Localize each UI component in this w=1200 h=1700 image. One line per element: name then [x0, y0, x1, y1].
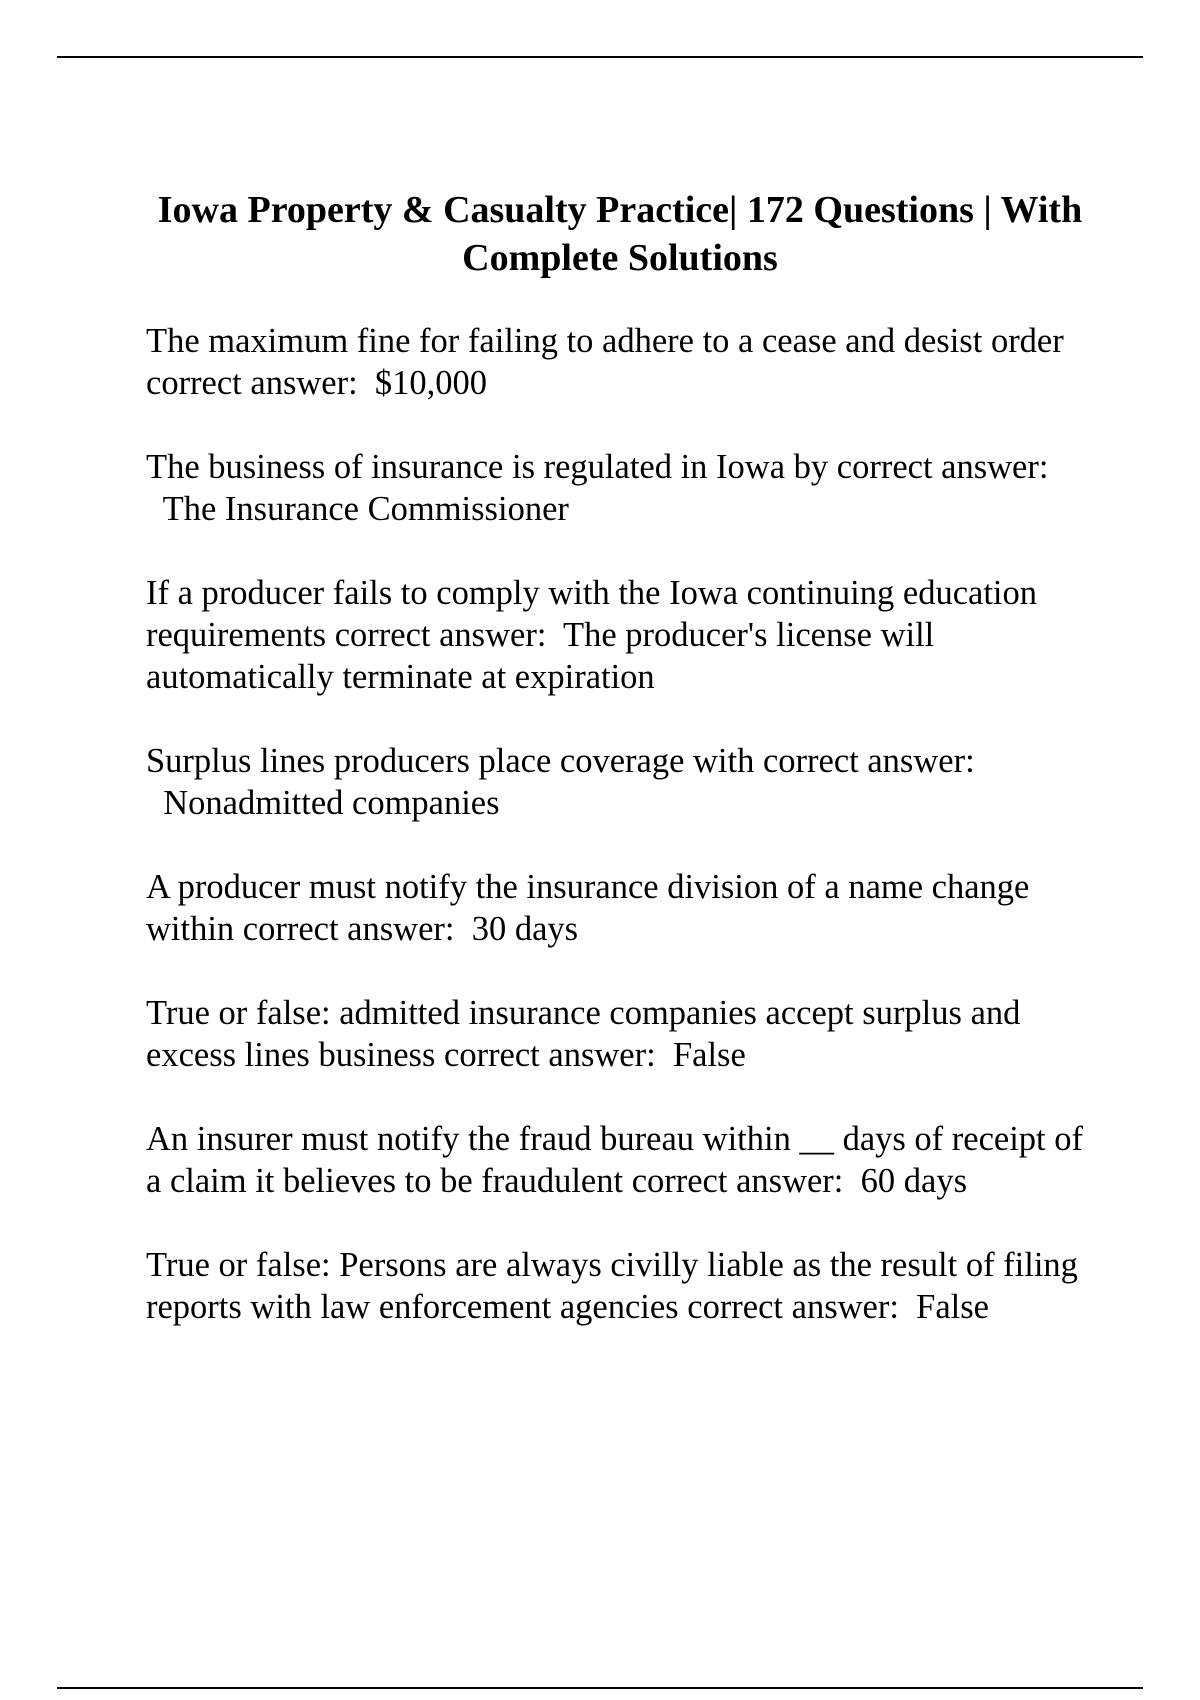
answer-text: False — [672, 1036, 746, 1074]
header-divider — [57, 56, 1143, 58]
answer-text: 30 days — [471, 910, 579, 948]
question-text: If a producer fails to comply with the Iowa continuing education requirements — [146, 574, 1037, 654]
question-text: Surplus lines producers place coverage with — [146, 742, 755, 780]
qa-item — [146, 992, 1086, 1076]
answer-marker: correct answer: — [444, 1036, 656, 1074]
question-text: True or false: Persons are always civilly liable as the result of filing reports with law enforcement agencies — [146, 1246, 1078, 1326]
answer-marker: correct answer: — [334, 616, 547, 654]
qa-item — [146, 1244, 1086, 1328]
answer-text: $10,000 — [374, 364, 488, 402]
qa-item — [146, 1118, 1086, 1202]
qa-list — [146, 320, 1086, 1370]
question-text: The business of insurance is regulated in Iowa by — [146, 448, 829, 486]
answer-marker: correct answer: — [146, 364, 358, 402]
answer-marker: correct answer: — [836, 448, 1049, 486]
qa-item — [146, 572, 1086, 698]
qa-item — [146, 320, 1086, 404]
answer-text: 60 days — [860, 1162, 967, 1200]
question-text: A producer must notify the insurance division of a name change within — [146, 868, 1030, 948]
footer-divider — [57, 1687, 1143, 1689]
answer-text: The producer's license will automatically terminate at expiration — [146, 616, 935, 696]
answer-marker: correct answer: — [242, 910, 455, 948]
answer-text: Nonadmitted companies — [163, 784, 500, 822]
answer-text: The Insurance Commissioner — [162, 490, 569, 528]
answer-text: False — [916, 1288, 989, 1326]
document-title: Iowa Property & Casualty Practice| 172 Questions | With Complete Solutions — [157, 189, 1083, 279]
qa-item — [146, 740, 1086, 824]
answer-marker: correct answer: — [762, 742, 975, 780]
qa-item — [146, 866, 1086, 950]
question-text: The maximum fine for failing to adhere to a cease and desist order — [146, 322, 1064, 360]
question-text: True or false: admitted insurance companies accept surplus and excess lines business — [146, 994, 1021, 1074]
qa-item — [146, 446, 1086, 530]
question-text: An insurer must notify the fraud bureau within __ days of receipt of a claim it believes to be fraudulent — [146, 1120, 1084, 1200]
answer-marker: correct answer: — [687, 1288, 899, 1326]
answer-marker: correct answer: — [631, 1162, 844, 1200]
